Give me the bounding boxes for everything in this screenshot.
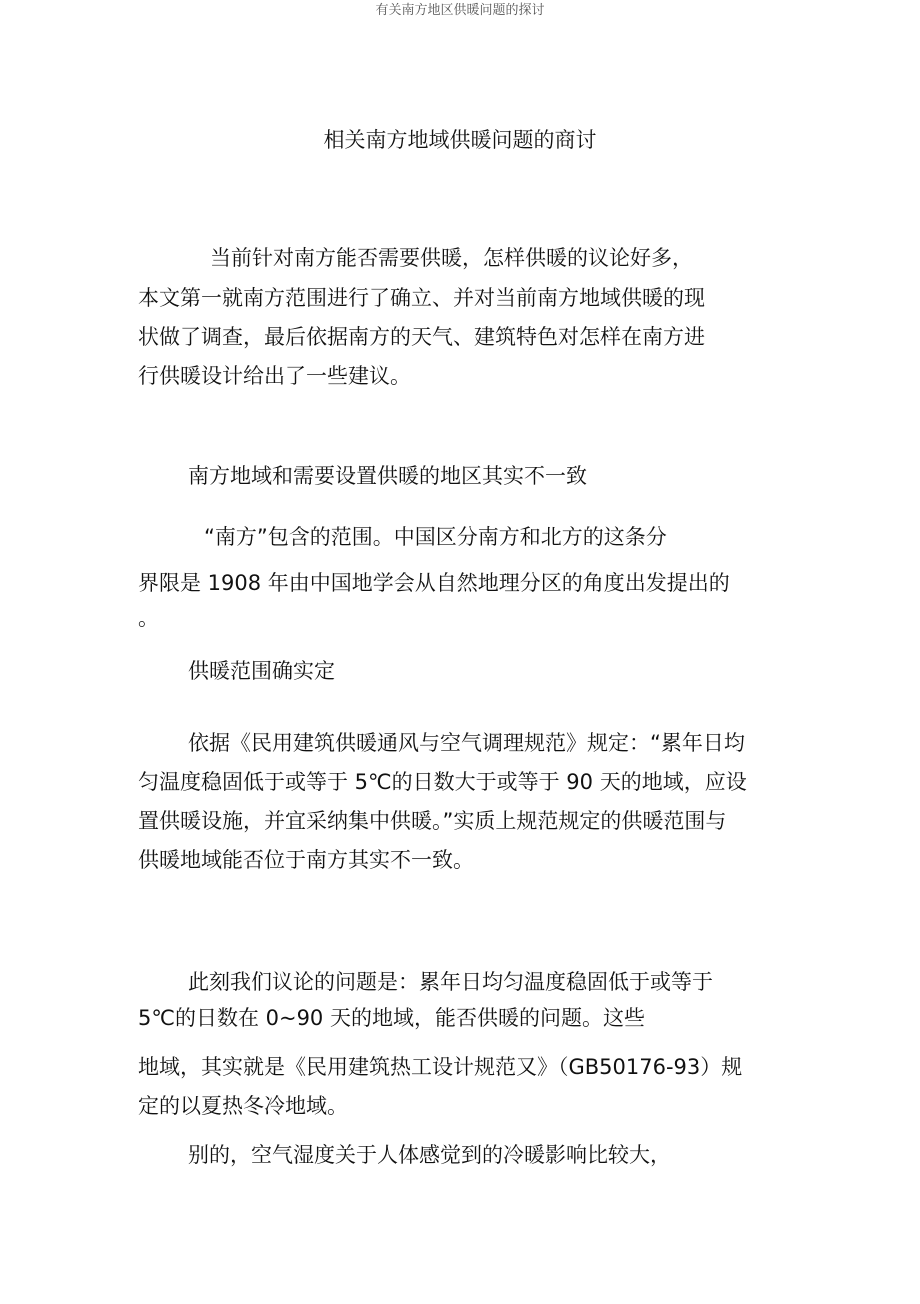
section1-para-line-1: “南方”包含的范围。中国区分南方和北方的这条分 [204,525,667,549]
section2-heading: 供暖范围确实定 [188,659,335,683]
abstract-line-4: 行供暖设计给出了一些建议。 [138,364,411,388]
section2-para-line-3: 置供暖设施，并宜采纳集中供暖。”实质上规范规定的供暖范围与 [138,809,727,833]
abstract-line-1: 当前针对南方能否需要供暖，怎样供暖的议论好多， [210,246,693,270]
section1-para-line-3: 。 [138,606,159,630]
section2-para-line-4: 供暖地域能否位于南方其实不一致。 [138,848,474,872]
section1-heading: 南方地域和需要设置供暖的地区其实不一致 [188,464,587,488]
document-title: 相关南方地域供暖问题的商讨 [323,128,597,152]
section3-para-line-3: 地域，其实就是《民用建筑热工设计规范又》（GB50176-93）规 [138,1055,743,1079]
section1-para-line-2: 界限是 1908 年由中国地学会从自然地理分区的角度出发提出的 [138,571,730,595]
running-header: 有关南方地区供暖问题的探讨 [375,3,545,18]
section2-para-line-1: 依据《民用建筑供暖通风与空气调理规范》规定：“累年日均 [188,731,745,755]
section3-para-line-1: 此刻我们议论的问题是：累年日均匀温度稳固低于或等于 [188,970,713,994]
abstract-line-2: 本文第一就南方范围进行了确立、并对当前南方地域供暖的现 [138,286,705,310]
section4-para-line-1: 别的，空气湿度关于人体感觉到的冷暖影响比较大， [188,1143,671,1167]
section2-para-line-2: 匀温度稳固低于或等于 5℃的日数大于或等于 90 天的地域，应设 [138,770,747,794]
section3-para-line-4: 定的以夏热冬冷地域。 [138,1094,348,1118]
abstract-line-3: 状做了调查，最后依据南方的天气、建筑特色对怎样在南方进 [138,325,705,349]
section3-para-line-2: 5℃的日数在 0~90 天的地域，能否供暖的问题。这些 [138,1006,645,1030]
